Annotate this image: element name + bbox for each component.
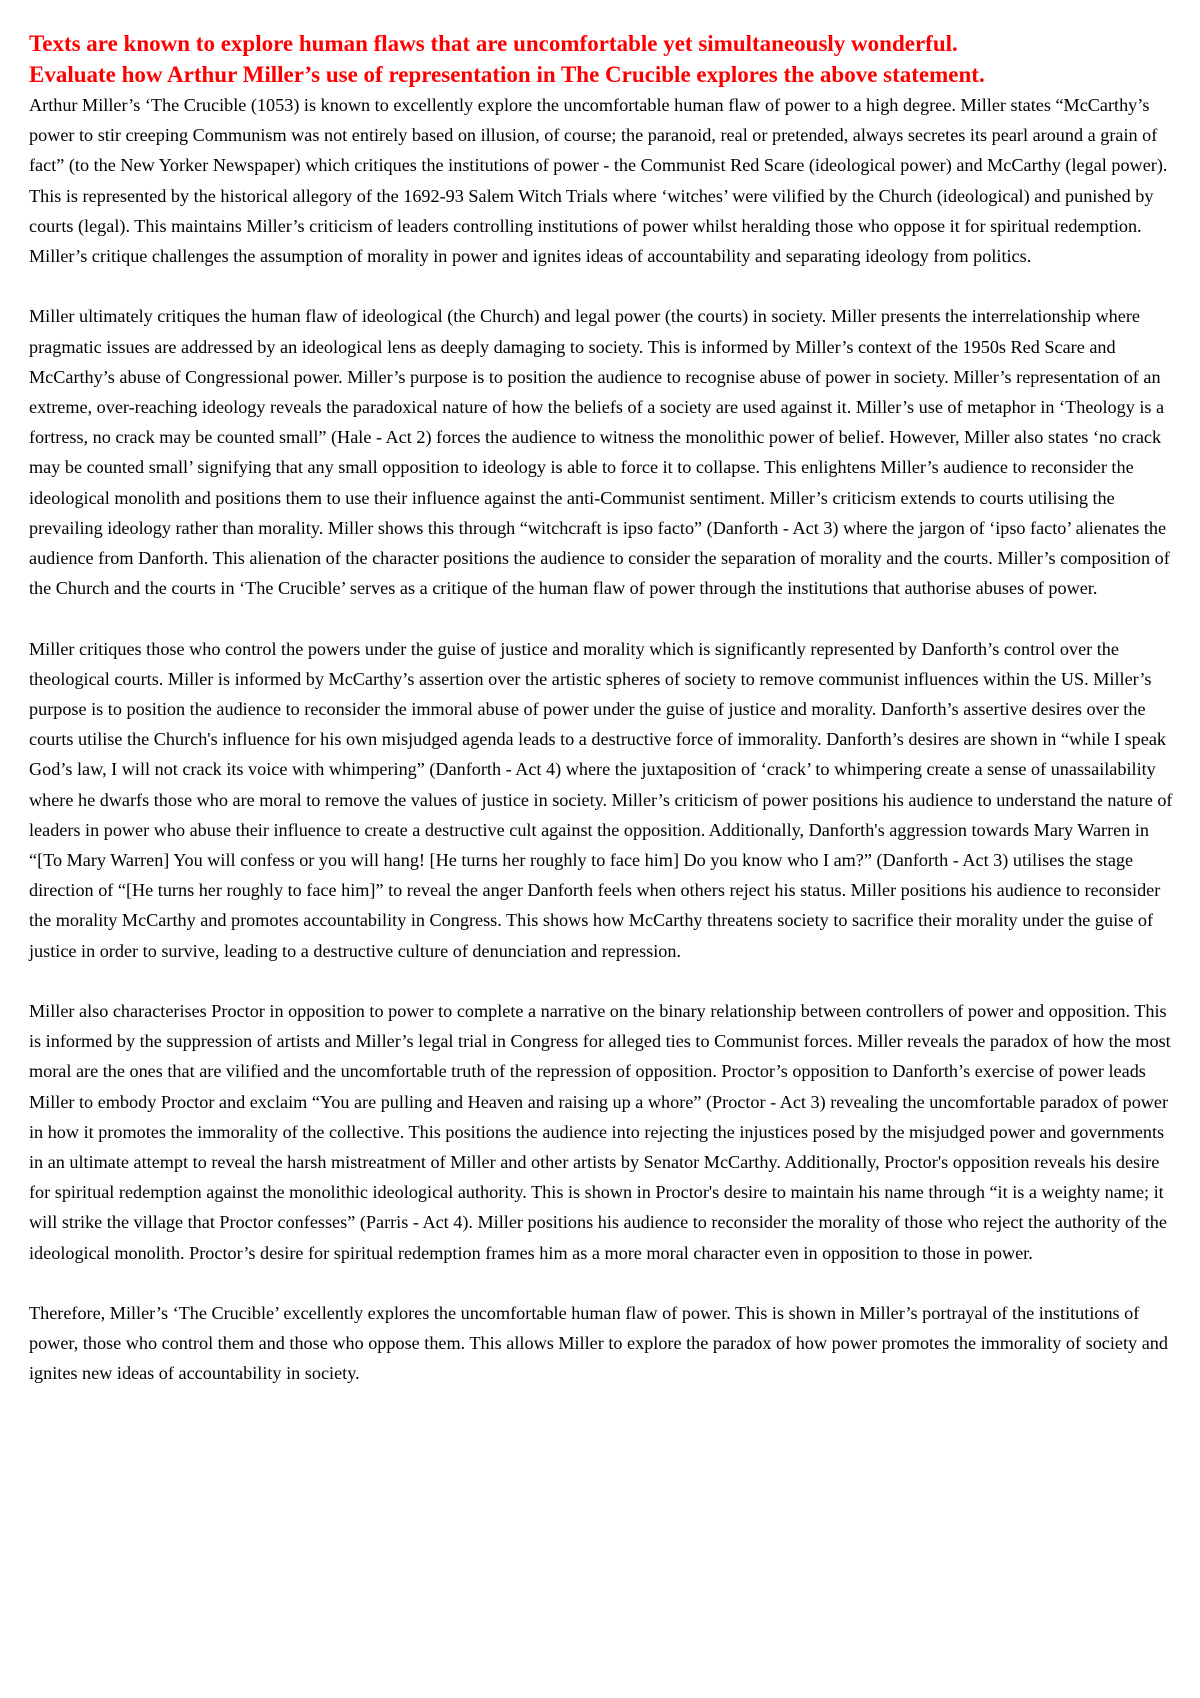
- question-line-1: Texts are known to explore human flaws that are uncomfortable yet simultaneously wonderful.: [29, 31, 958, 56]
- essay-question-heading: [29, 28, 1179, 90]
- essay-body: [29, 90, 1179, 1389]
- question-line-2: Evaluate how Arthur Miller’s use of representation in The Crucible explores the above statement.: [29, 62, 985, 87]
- body-paragraph-2: Miller critiques those who control the powers under the guise of justice and morality which is significantly represented by Danforth’s control over the theological courts. Miller is informed by McCarthy’s assertion over the artistic spheres of society to remove communist influences within the US. Miller’s purpose is to position the audience to reconsider the immoral abuse of power under the guise of justice and morality. Danforth’s assertive desires over the courts utilise the Church's influence for his own misjudged agenda leads to a destructive force of immorality. Danforth’s desires are shown in “while I speak God’s law, I will not crack its voice with whimpering” (Danforth - Act 4) where the juxtaposition of ‘crack’ to whimpering create a sense of unassailability where he dwarfs those who are moral to remove the values of justice in society. Miller’s criticism of power positions his audience to understand the nature of leaders in power who abuse their influence to create a destructive cult against the opposition. Additionally, Danforth's aggression towards Mary Warren in “[To Mary Warren] You will confess or you will hang! [He turns her roughly to face him] Do you know who I am?” (Danforth - Act 3) utilises the stage direction of “[He turns her roughly to face him]” to reveal the anger Danforth feels when others reject his status. Miller positions his audience to reconsider the morality McCarthy and promotes accountability in Congress. This shows how McCarthy threatens society to sacrifice their morality under the guise of justice in order to survive, leading to a destructive culture of denunciation and repression.: [29, 638, 1173, 961]
- conclusion-paragraph: Therefore, Miller’s ‘The Crucible’ excellently explores the uncomfortable human flaw of power. This is shown in Miller’s portrayal of the institutions of power, those who control them and those who oppose them. This allows Miller to explore the paradox of how power promotes the immorality of society and ignites new ideas of accountability in society.: [29, 1303, 1168, 1384]
- body-paragraph-3: Miller also characterises Proctor in opposition to power to complete a narrative on the binary relationship between controllers of power and opposition. This is informed by the suppression of artists and Miller’s legal trial in Congress for alleged ties to Communist forces. Miller reveals the paradox of how the most moral are the ones that are vilified and the uncomfortable truth of the repression of opposition. Proctor’s opposition to Danforth’s exercise of power leads Miller to embody Proctor and exclaim “You are pulling and Heaven and raising up a whore” (Proctor - Act 3) revealing the uncomfortable paradox of power in how it promotes the immorality of the collective. This positions the audience into rejecting the injustices posed by the misjudged power and governments in an ultimate attempt to reveal the harsh mistreatment of Miller and other artists by Senator McCarthy. Additionally, Proctor's opposition reveals his desire for spiritual redemption against the monolithic ideological authority. This is shown in Proctor's desire to maintain his name through “it is a weighty name; it will strike the village that Proctor confesses” (Parris - Act 4). Miller positions his audience to reconsider the morality of those who reject the authority of the ideological monolith. Proctor’s desire for spiritual redemption frames him as a more moral character even in opposition to those in power.: [29, 1001, 1171, 1263]
- introduction-paragraph: Arthur Miller’s ‘The Crucible (1053) is known to excellently explore the uncomfortable human flaw of power to a high degree. Miller states “McCarthy’s power to stir creeping Communism was not entirely based on illusion, of course; the paranoid, real or pretended, always secretes its pearl around a grain of fact” (to the New Yorker Newspaper) which critiques the institutions of power - the Communist Red Scare (ideological power) and McCarthy (legal power). This is represented by the historical allegory of the 1692-93 Salem Witch Trials where ‘witches’ were vilified by the Church (ideological) and punished by courts (legal). This maintains Miller’s criticism of leaders controlling institutions of power whilst heralding those who oppose it for spiritual redemption. Miller’s critique challenges the assumption of morality in power and ignites ideas of accountability and separating ideology from politics.: [29, 95, 1168, 267]
- body-paragraph-1: Miller ultimately critiques the human flaw of ideological (the Church) and legal power (the courts) in society. Miller presents the interrelationship where pragmatic issues are addressed by an ideological lens as deeply damaging to society. This is informed by Miller’s context of the 1950s Red Scare and McCarthy’s abuse of Congressional power. Miller’s purpose is to position the audience to recognise abuse of power in society. Miller’s representation of an extreme, over-reaching ideology reveals the paradoxical nature of how the beliefs of a society are used against it. Miller’s use of metaphor in ‘Theology is a fortress, no crack may be counted small” (Hale - Act 2) forces the audience to witness the monolithic power of belief. However, Miller also states ‘no crack may be counted small’ signifying that any small opposition to ideology is able to force it to collapse. This enlightens Miller’s audience to reconsider the ideological monolith and positions them to use their influence against the anti-Communist sentiment. Miller’s criticism extends to courts utilising the prevailing ideology rather than morality. Miller shows this through “witchcraft is ipso facto” (Danforth - Act 3) where the jargon of ‘ipso facto’ alienates the audience from Danforth. This alienation of the character positions the audience to consider the separation of morality and the courts. Miller’s composition of the Church and the courts in ‘The Crucible’ serves as a critique of the human flaw of power through the institutions that authorise abuses of power.: [29, 306, 1170, 599]
- essay-document: [29, 28, 1179, 1389]
